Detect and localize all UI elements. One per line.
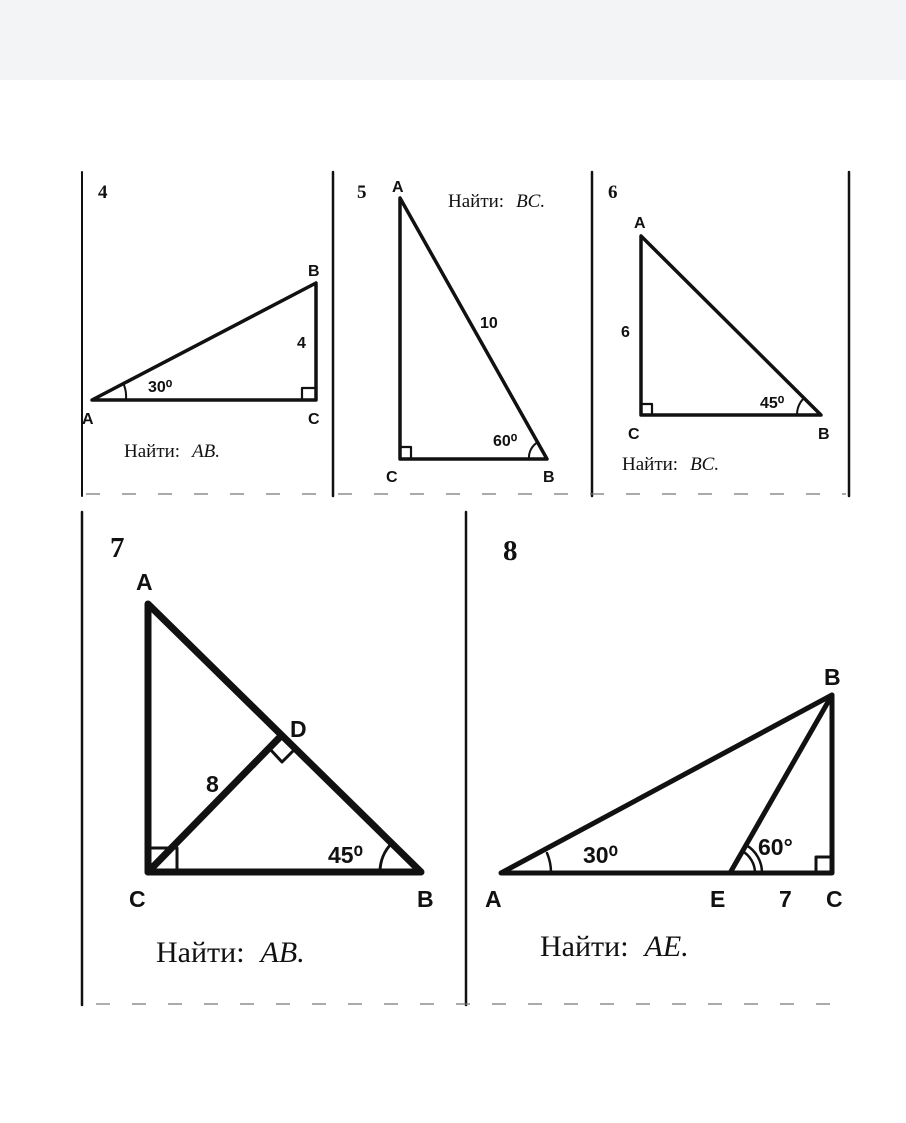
triangle	[400, 198, 547, 459]
side-label: 8	[206, 771, 219, 797]
vertex-a-label: A	[82, 411, 94, 428]
vertex-b-label: B	[308, 263, 320, 280]
angle-arc	[380, 843, 392, 872]
triangle	[641, 236, 821, 415]
right-angle-mark	[302, 388, 314, 400]
vertex-a-label: A	[485, 886, 502, 912]
vertex-c-label: C	[386, 469, 398, 486]
vertex-c-label: C	[308, 411, 320, 428]
problem-6	[608, 182, 830, 475]
problem-number: 7	[110, 532, 125, 564]
angle-arc	[124, 385, 126, 400]
altitude-cd	[148, 738, 279, 872]
side-label: 4	[297, 335, 306, 352]
vertex-b-label: B	[417, 886, 434, 912]
angle-label: 30⁰	[148, 379, 173, 396]
task-text: Найти: AB.	[124, 441, 221, 462]
side-label: 6	[621, 324, 630, 341]
problem-number: 8	[503, 535, 518, 567]
right-angle-mark-d	[269, 748, 293, 762]
vertex-a-label: A	[634, 215, 646, 232]
angle-arc-a	[547, 853, 551, 873]
vertex-c-label: C	[826, 886, 843, 912]
problem-7	[110, 532, 434, 969]
vertex-b-label: B	[543, 469, 555, 486]
angle-label: 60⁰	[493, 433, 518, 450]
angle-arc	[797, 398, 804, 415]
angle-label-e: 60°	[758, 834, 793, 860]
task-text: Найти: AB.	[156, 936, 305, 969]
vertex-a-label: A	[136, 569, 153, 595]
task-text: Найти: BC.	[622, 454, 720, 475]
problem-8	[485, 535, 843, 963]
angle-label: 45⁰	[328, 842, 363, 868]
angle-arc-e-inner	[742, 851, 755, 873]
task-text: Найти: AE.	[540, 930, 689, 963]
problem-4	[82, 182, 320, 462]
problem-number: 4	[98, 182, 108, 203]
vertex-a-label: A	[392, 179, 404, 196]
side-label: 10	[480, 315, 498, 332]
problem-number: 5	[357, 182, 367, 203]
problem-number: 6	[608, 182, 618, 203]
vertex-c-label: C	[628, 426, 640, 443]
triangle	[92, 283, 316, 400]
angle-label: 45⁰	[760, 395, 785, 412]
vertex-b-label: B	[824, 664, 841, 690]
vertex-c-label: C	[129, 886, 146, 912]
side-label: 7	[779, 886, 792, 912]
vertex-d-label: D	[290, 716, 307, 742]
task-text: Найти: BC.	[448, 191, 546, 212]
angle-arc	[529, 442, 538, 459]
problem-5	[357, 179, 555, 486]
panel-dividers	[82, 172, 852, 1005]
vertex-e-label: E	[710, 886, 726, 912]
angle-label-a: 30⁰	[583, 842, 618, 868]
vertex-b-label: B	[818, 426, 830, 443]
